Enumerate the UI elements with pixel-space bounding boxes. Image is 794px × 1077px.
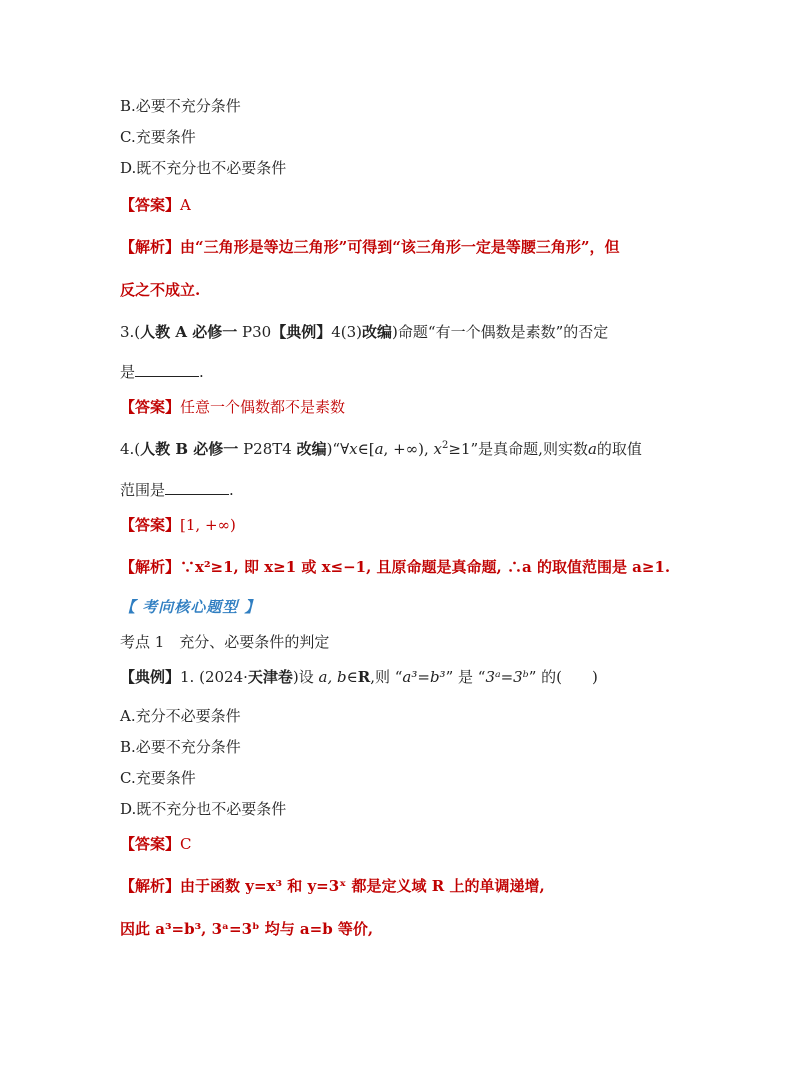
example-tag: 【典例】 [120, 668, 181, 686]
answer-tag: 【答案】 [120, 196, 181, 214]
q4-stem-c: , +∞), [383, 440, 434, 458]
answer-tag: 【答案】 [120, 835, 181, 853]
q3-source: 人教 A 必修一 [140, 323, 238, 341]
q4-stem-line2 [120, 480, 234, 500]
q4-number: 4.( [120, 440, 141, 458]
q2-option-b: B.必要不充分条件 [120, 97, 241, 115]
q4-stem [120, 439, 642, 459]
example1-option-c: C.充要条件 [120, 769, 196, 787]
example1-option-a: A.充分不必要条件 [120, 707, 241, 725]
q4-source: 人教 B 必修一 [140, 440, 239, 458]
q2-option-d: D.既不充分也不必要条件 [120, 159, 287, 177]
q4-page: P28T4 [238, 440, 297, 458]
q4-stem-d: ≥1”是真命题,则实数 [448, 440, 588, 458]
analysis-tag: 【解析】 [120, 558, 181, 576]
example-stem-a: )设 [292, 668, 319, 686]
q4-var-a2: a [587, 440, 597, 458]
q3-stem-text: )命题“有一个偶数是素数”的否定 [392, 323, 609, 341]
answer-value: C [180, 835, 192, 853]
q3-stem2: 是 [120, 363, 136, 381]
q3-page: P30 [237, 323, 272, 341]
answer-value: A [180, 196, 191, 214]
q2-answer [120, 195, 191, 215]
topic-heading: 考点 1 充分、必要条件的判定 [120, 633, 330, 651]
q4-adapt: 改编 [296, 440, 327, 458]
analysis-text: ∵x²≥1, 即 x≥1 或 x≤−1, 且原命题是真命题, ∴a 的取值范围是 a≥1. [180, 558, 671, 576]
q3-period: . [199, 363, 204, 381]
example-stem-d: ” 是 “ [445, 668, 486, 686]
q4-var-a: a [374, 440, 384, 458]
q2-analysis-line2: 反之不成立. [120, 281, 201, 299]
answer-value: [1, +∞) [180, 516, 236, 534]
q4-stem-e: 的取值 [596, 440, 642, 458]
q3-stem [120, 322, 608, 342]
example1-analysis-line2: 因此 a³=b³, 3ᵃ=3ᵇ 均与 a=b 等价, [120, 920, 374, 938]
q4-var-x: x [349, 440, 358, 458]
example1-answer [120, 834, 192, 854]
example-stem-e: ” 的( ) [528, 668, 598, 686]
example1-analysis-line1: 【解析】由于函数 y=x³ 和 y=3ˣ 都是定义域 R 上的单调递增, [120, 877, 545, 895]
section-title: 【 考向核心题型 】 [120, 598, 261, 616]
example-number: 1. (2024· [180, 668, 248, 686]
example-vars: a, b [318, 668, 347, 686]
q4-var-x2: x [433, 440, 443, 458]
answer-tag: 【答案】 [120, 398, 181, 416]
q3-stem-line2 [120, 362, 204, 382]
q2-option-c: C.充要条件 [120, 128, 196, 146]
condition-1: a³=b³ [402, 668, 446, 686]
q3-example-tag: 【典例】 [271, 323, 332, 341]
example-source: 天津卷 [247, 668, 293, 686]
answer-blank [135, 362, 199, 377]
q3-answer [120, 397, 345, 417]
example-stem-b: ∈ [346, 668, 358, 686]
q3-adapt: 改编 [362, 323, 393, 341]
q4-stem-b: ∈[ [357, 440, 375, 458]
q4-analysis [120, 557, 670, 577]
q3-ref: 4(3) [331, 323, 363, 341]
example1-option-b: B.必要不充分条件 [120, 738, 241, 756]
example1-stem [120, 667, 598, 687]
q4-superscript: 2 [442, 440, 449, 451]
q2-analysis-line1: 【解析】由“三角形是等边三角形”可得到“该三角形一定是等腰三角形”，但 [120, 238, 620, 256]
q4-stem-a: )“∀ [326, 440, 350, 458]
condition-2: 3ᵃ=3ᵇ [485, 668, 529, 686]
q4-answer [120, 515, 236, 535]
answer-blank [165, 480, 229, 495]
q4-stem2: 范围是 [120, 481, 166, 499]
q3-number: 3.( [120, 323, 141, 341]
example-stem-c: ,则 “ [370, 668, 403, 686]
answer-value: 任意一个偶数都不是素数 [180, 398, 346, 416]
real-set-symbol: R [357, 668, 371, 686]
q4-period: . [229, 481, 234, 499]
answer-tag: 【答案】 [120, 516, 181, 534]
example1-option-d: D.既不充分也不必要条件 [120, 800, 287, 818]
